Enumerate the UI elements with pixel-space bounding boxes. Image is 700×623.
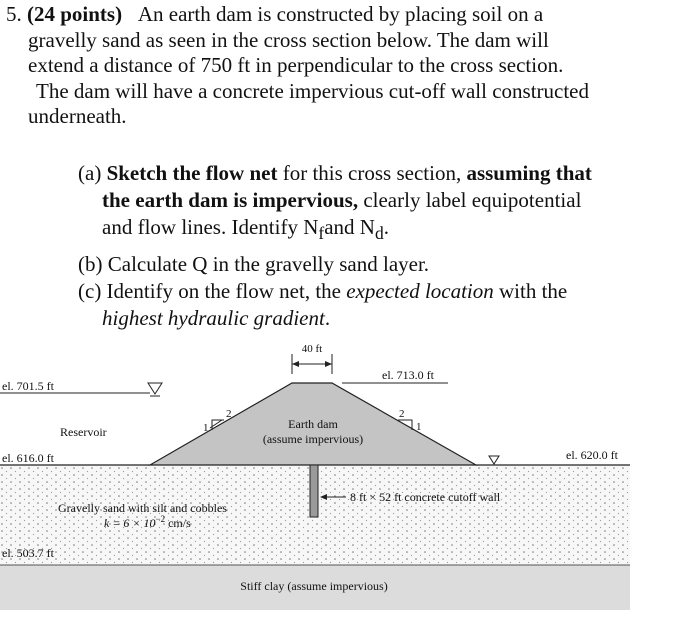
el-upstream-ground: el. 616.0 ft: [2, 451, 54, 465]
el-clay-top: el. 503.7 ft: [2, 546, 54, 560]
part-a-bold-assuming: assuming that: [466, 161, 592, 185]
clay-label: Stiff clay (assume impervious): [240, 579, 388, 593]
part-a-line-2: [78, 187, 678, 214]
part-a-line-3: [78, 214, 678, 247]
upstream-slope-rise: 2: [226, 408, 232, 420]
sub-questions: [78, 160, 678, 332]
part-a-and: and N: [324, 215, 375, 239]
part-a-mid: for this cross section,: [282, 161, 462, 185]
part-a-bold-impervious: the earth dam is impervious,: [102, 188, 359, 212]
nd-subscript: d: [374, 223, 384, 244]
downstream-slope-run: 1: [416, 421, 422, 433]
el-upstream-water: el. 701.5 ft: [2, 379, 54, 393]
part-a-label: (a): [78, 161, 102, 185]
nf-subscript: f: [318, 223, 325, 244]
el-crest: el. 713.0 ft: [382, 368, 434, 382]
dam-label: Earth dam: [288, 417, 338, 431]
dam-cross-section-figure: [0, 340, 700, 623]
sand-label: Gravelly sand with silt and cobbles: [58, 501, 227, 515]
part-c-italic-location: expected location: [346, 279, 494, 304]
crest-dim-arrow-right: [325, 361, 332, 367]
part-b: (b) Calculate Q in the gravelly sand layer.: [78, 252, 430, 277]
concrete-cutoff-wall: [310, 465, 318, 517]
k-exponent: −2: [155, 514, 166, 524]
downstream-water-marker-icon: [489, 456, 499, 464]
k-units: cm/s: [168, 516, 191, 530]
cutoff-wall-label: 8 ft × 52 ft concrete cutoff wall: [350, 490, 501, 504]
part-c-line-1: [78, 278, 678, 305]
question-line-2: gravelly sand as seen in the cross section below. The dam will: [28, 27, 549, 52]
question-line1-text: An earth dam is constructed by placing soil on a: [137, 2, 544, 26]
part-a-bold-sketch: Sketch the flow net: [106, 161, 278, 185]
question-line-3: extend a distance of 750 ft in perpendicular to the cross section.: [28, 53, 564, 77]
downstream-slope-rise: 2: [399, 408, 405, 420]
question-line-1: [6, 2, 694, 28]
part-c-mid: with the: [499, 279, 568, 304]
question-text: [6, 2, 694, 130]
question-line-4: The dam will have a concrete impervious cut-off wall constructed: [36, 78, 589, 103]
k-value: [104, 514, 191, 530]
part-a-line-1: [78, 160, 678, 187]
part-c-period: .: [324, 306, 331, 331]
el-downstream-ground: el. 620.0 ft: [566, 448, 618, 462]
reservoir-label: Reservoir: [60, 425, 107, 439]
question-number: 5.: [6, 2, 22, 26]
upstream-slope-run: 1: [203, 422, 209, 434]
part-a-line3-prefix: and flow lines. Identify N: [102, 215, 319, 239]
part-a-rest: clearly label equipotential: [363, 188, 582, 212]
crest-dim-arrow-left: [292, 361, 299, 367]
question-points: (24 points): [27, 2, 123, 26]
part-c-line-2: [78, 305, 678, 332]
part-c-italic-gradient: highest hydraulic gradient: [102, 306, 325, 331]
k-value-base: k = 6 × 10: [104, 516, 156, 530]
question-line-5: underneath.: [28, 104, 127, 128]
dam-note: (assume impervious): [262, 432, 364, 446]
crest-width-label: 40 ft: [301, 343, 323, 355]
part-c-prefix: (c) Identify on the flow net, the: [78, 279, 341, 304]
upstream-water-marker-icon: [148, 383, 162, 394]
part-a-period: .: [383, 215, 389, 239]
